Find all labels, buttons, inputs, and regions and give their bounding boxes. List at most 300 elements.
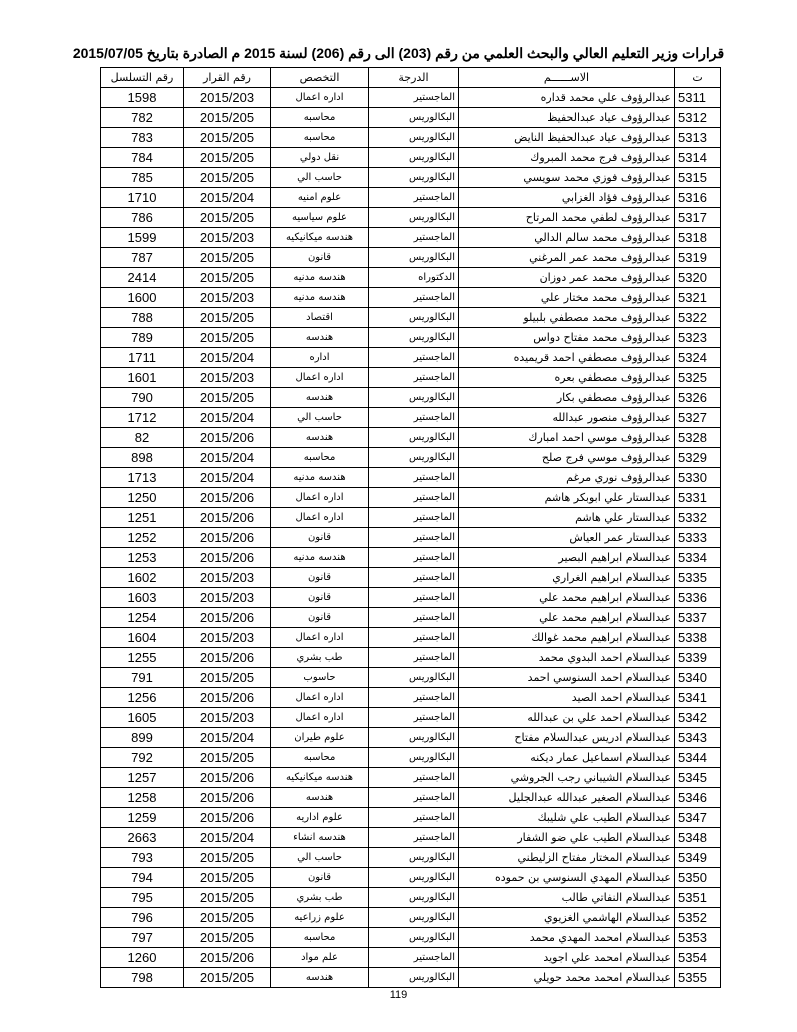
cell-name: عبدالرؤوف مصطفي بكار (459, 388, 675, 408)
cell-number: 798 (101, 968, 184, 988)
header-number: رقم التسلسل (101, 68, 184, 88)
cell-seq: 5346 (675, 788, 721, 808)
table-row (101, 248, 721, 268)
table-row (101, 388, 721, 408)
table-row (101, 188, 721, 208)
table-row (101, 568, 721, 588)
cell-name: عبدالرؤوف محمد مفتاح دواس (459, 328, 675, 348)
cell-seq: 5327 (675, 408, 721, 428)
cell-seq: 5332 (675, 508, 721, 528)
cell-name: عبدالسلام المهدي السنوسي بن حموده (459, 868, 675, 888)
cell-specialty: هندسه (271, 328, 369, 348)
cell-seq: 5316 (675, 188, 721, 208)
cell-decision: 2015/206 (184, 808, 271, 828)
cell-degree: الماجستير (369, 768, 459, 788)
cell-seq: 5333 (675, 528, 721, 548)
cell-number: 784 (101, 148, 184, 168)
cell-name: عبدالسلام احمد البدوي محمد (459, 648, 675, 668)
cell-number: 797 (101, 928, 184, 948)
cell-name: عبدالسلام الشيباني رجب الجروشي (459, 768, 675, 788)
table-header-row (101, 68, 721, 88)
cell-seq: 5312 (675, 108, 721, 128)
cell-decision: 2015/204 (184, 828, 271, 848)
table-row (101, 808, 721, 828)
cell-name: عبدالرؤوف فرج محمد المبروك (459, 148, 675, 168)
cell-specialty: علوم زراعيه (271, 908, 369, 928)
table-row (101, 768, 721, 788)
cell-name: عبدالسلام الهاشمي الغزيوي (459, 908, 675, 928)
cell-seq: 5315 (675, 168, 721, 188)
cell-degree: البكالوريس (369, 428, 459, 448)
cell-specialty: هندسه ميكانيكيه (271, 768, 369, 788)
cell-number: 790 (101, 388, 184, 408)
cell-decision: 2015/204 (184, 468, 271, 488)
cell-seq: 5330 (675, 468, 721, 488)
cell-degree: الماجستير (369, 348, 459, 368)
table-row (101, 608, 721, 628)
cell-name: عبدالرؤوف محمد سالم الدالي (459, 228, 675, 248)
table-row (101, 788, 721, 808)
table-row (101, 728, 721, 748)
cell-number: 791 (101, 668, 184, 688)
cell-specialty: محاسبه (271, 128, 369, 148)
cell-name: عبدالستار علي ابوبكر هاشم (459, 488, 675, 508)
cell-number: 2414 (101, 268, 184, 288)
cell-decision: 2015/205 (184, 388, 271, 408)
cell-decision: 2015/206 (184, 688, 271, 708)
cell-decision: 2015/205 (184, 248, 271, 268)
cell-decision: 2015/205 (184, 268, 271, 288)
cell-specialty: طب بشري (271, 888, 369, 908)
cell-degree: البكالوريس (369, 168, 459, 188)
table-row (101, 408, 721, 428)
cell-degree: الماجستير (369, 488, 459, 508)
cell-name: عبدالسلام امحمد علي اجويد (459, 948, 675, 968)
cell-number: 787 (101, 248, 184, 268)
cell-degree: الماجستير (369, 228, 459, 248)
cell-number: 2663 (101, 828, 184, 848)
cell-number: 1251 (101, 508, 184, 528)
cell-number: 1254 (101, 608, 184, 628)
cell-number: 794 (101, 868, 184, 888)
cell-name: عبدالرؤوف محمد عمر دوزان (459, 268, 675, 288)
cell-specialty: هندسه (271, 428, 369, 448)
cell-seq: 5342 (675, 708, 721, 728)
cell-number: 1250 (101, 488, 184, 508)
cell-number: 1711 (101, 348, 184, 368)
cell-seq: 5352 (675, 908, 721, 928)
cell-number: 786 (101, 208, 184, 228)
cell-specialty: علوم طيران (271, 728, 369, 748)
table-row (101, 448, 721, 468)
cell-name: عبدالستار علي هاشم (459, 508, 675, 528)
cell-degree: الماجستير (369, 588, 459, 608)
cell-degree: البكالوريس (369, 928, 459, 948)
cell-number: 1258 (101, 788, 184, 808)
cell-specialty: هندسه مدنيه (271, 268, 369, 288)
cell-name: عبدالرؤوف محمد عمر المرغني (459, 248, 675, 268)
cell-decision: 2015/204 (184, 408, 271, 428)
cell-name: عبدالسلام الطيب علي ضو الشفار (459, 828, 675, 848)
cell-seq: 5335 (675, 568, 721, 588)
records-table (100, 67, 721, 988)
cell-specialty: هندسه مدنيه (271, 288, 369, 308)
header-seq: ت (675, 68, 721, 88)
cell-name: عبدالسلام الصغير عبدالله عبدالجليل (459, 788, 675, 808)
table-row (101, 948, 721, 968)
cell-seq: 5341 (675, 688, 721, 708)
cell-seq: 5336 (675, 588, 721, 608)
table-row (101, 708, 721, 728)
cell-decision: 2015/204 (184, 448, 271, 468)
table-row (101, 548, 721, 568)
cell-name: عبدالسلام ادريس عبدالسلام مفتاح (459, 728, 675, 748)
cell-decision: 2015/203 (184, 288, 271, 308)
cell-decision: 2015/206 (184, 608, 271, 628)
table-row (101, 868, 721, 888)
cell-name: عبدالسلام اسماعيل عمار ديكنه (459, 748, 675, 768)
cell-degree: الماجستير (369, 948, 459, 968)
cell-decision: 2015/206 (184, 488, 271, 508)
cell-degree: البكالوريس (369, 668, 459, 688)
cell-decision: 2015/206 (184, 508, 271, 528)
table-row (101, 348, 721, 368)
cell-number: 783 (101, 128, 184, 148)
cell-seq: 5350 (675, 868, 721, 888)
cell-name: عبدالرؤوف فؤاد الغزابي (459, 188, 675, 208)
table-row (101, 528, 721, 548)
cell-specialty: حاسب الي (271, 408, 369, 428)
cell-degree: الماجستير (369, 508, 459, 528)
table-row (101, 128, 721, 148)
cell-number: 796 (101, 908, 184, 928)
table-row (101, 588, 721, 608)
cell-degree: الماجستير (369, 788, 459, 808)
cell-specialty: قانون (271, 568, 369, 588)
cell-seq: 5351 (675, 888, 721, 908)
cell-specialty: هندسه (271, 968, 369, 988)
cell-number: 1257 (101, 768, 184, 788)
cell-name: عبدالرؤوف فوزي محمد سويسي (459, 168, 675, 188)
cell-specialty: هندسه مدنيه (271, 548, 369, 568)
cell-seq: 5337 (675, 608, 721, 628)
cell-specialty: اداره اعمال (271, 708, 369, 728)
table-row (101, 268, 721, 288)
cell-seq: 5328 (675, 428, 721, 448)
cell-name: عبدالسلام احمد السنوسي احمد (459, 668, 675, 688)
cell-number: 795 (101, 888, 184, 908)
cell-name: عبدالرؤوف علي محمد قداره (459, 88, 675, 108)
cell-name: عبدالرؤوف عياد عبدالحفيظ (459, 108, 675, 128)
cell-decision: 2015/204 (184, 188, 271, 208)
cell-decision: 2015/205 (184, 748, 271, 768)
cell-decision: 2015/205 (184, 888, 271, 908)
cell-specialty: محاسبه (271, 928, 369, 948)
cell-number: 1601 (101, 368, 184, 388)
cell-degree: الماجستير (369, 408, 459, 428)
table-row (101, 328, 721, 348)
cell-number: 1253 (101, 548, 184, 568)
cell-number: 788 (101, 308, 184, 328)
cell-decision: 2015/206 (184, 768, 271, 788)
cell-specialty: هندسه (271, 388, 369, 408)
table-body (101, 88, 721, 988)
cell-name: عبدالستار عمر العياش (459, 528, 675, 548)
cell-decision: 2015/205 (184, 968, 271, 988)
cell-decision: 2015/206 (184, 428, 271, 448)
table-row (101, 848, 721, 868)
cell-degree: البكالوريس (369, 128, 459, 148)
cell-specialty: قانون (271, 588, 369, 608)
cell-decision: 2015/206 (184, 528, 271, 548)
cell-seq: 5311 (675, 88, 721, 108)
cell-decision: 2015/203 (184, 588, 271, 608)
cell-name: عبدالسلام احمد الصيد (459, 688, 675, 708)
cell-decision: 2015/203 (184, 368, 271, 388)
table-row (101, 88, 721, 108)
cell-decision: 2015/203 (184, 228, 271, 248)
cell-number: 1259 (101, 808, 184, 828)
cell-name: عبدالرؤوف منصور عبدالله (459, 408, 675, 428)
cell-name: عبدالرؤوف مصطفي احمد قريميده (459, 348, 675, 368)
table-row (101, 968, 721, 988)
cell-degree: الماجستير (369, 528, 459, 548)
table-row (101, 648, 721, 668)
cell-number: 1602 (101, 568, 184, 588)
cell-name: عبدالرؤوف لطفي محمد المرتاح (459, 208, 675, 228)
cell-degree: الماجستير (369, 288, 459, 308)
cell-decision: 2015/204 (184, 728, 271, 748)
cell-number: 1260 (101, 948, 184, 968)
cell-seq: 5326 (675, 388, 721, 408)
cell-degree: البكالوريس (369, 388, 459, 408)
cell-name: عبدالرؤوف عياد عبدالحفيظ النايض (459, 128, 675, 148)
cell-name: عبدالسلام ابراهيم محمد علي (459, 588, 675, 608)
cell-seq: 5321 (675, 288, 721, 308)
table-row (101, 148, 721, 168)
cell-degree: الماجستير (369, 828, 459, 848)
cell-degree: الماجستير (369, 468, 459, 488)
cell-degree: البكالوريس (369, 888, 459, 908)
table-row (101, 928, 721, 948)
cell-decision: 2015/205 (184, 928, 271, 948)
cell-specialty: محاسبه (271, 448, 369, 468)
cell-seq: 5349 (675, 848, 721, 868)
cell-seq: 5345 (675, 768, 721, 788)
cell-seq: 5347 (675, 808, 721, 828)
cell-degree: الماجستير (369, 88, 459, 108)
cell-specialty: اداره اعمال (271, 688, 369, 708)
cell-number: 792 (101, 748, 184, 768)
cell-number: 785 (101, 168, 184, 188)
cell-specialty: قانون (271, 868, 369, 888)
cell-seq: 5348 (675, 828, 721, 848)
cell-number: 793 (101, 848, 184, 868)
cell-name: عبدالسلام امحمد محمد حويلي (459, 968, 675, 988)
cell-number: 789 (101, 328, 184, 348)
cell-specialty: هندسه مدنيه (271, 468, 369, 488)
cell-number: 1599 (101, 228, 184, 248)
cell-number: 1713 (101, 468, 184, 488)
cell-specialty: اداره اعمال (271, 508, 369, 528)
cell-specialty: طب بشري (271, 648, 369, 668)
cell-seq: 5319 (675, 248, 721, 268)
table-row (101, 828, 721, 848)
cell-seq: 5354 (675, 948, 721, 968)
cell-specialty: حاسوب (271, 668, 369, 688)
cell-seq: 5314 (675, 148, 721, 168)
cell-specialty: اداره (271, 348, 369, 368)
table-row (101, 368, 721, 388)
cell-seq: 5329 (675, 448, 721, 468)
cell-name: عبدالسلام المختار مفتاح الزليطني (459, 848, 675, 868)
cell-seq: 5324 (675, 348, 721, 368)
cell-specialty: حاسب الي (271, 848, 369, 868)
cell-name: عبدالسلام احمد علي بن عبدالله (459, 708, 675, 728)
cell-degree: الماجستير (369, 648, 459, 668)
table-row (101, 308, 721, 328)
cell-degree: الماجستير (369, 548, 459, 568)
cell-name: عبدالسلام ابراهيم محمد علي (459, 608, 675, 628)
cell-decision: 2015/205 (184, 848, 271, 868)
cell-degree: الماجستير (369, 628, 459, 648)
table-row (101, 488, 721, 508)
cell-name: عبدالرؤوف مصطفي بعره (459, 368, 675, 388)
cell-number: 1712 (101, 408, 184, 428)
cell-number: 1605 (101, 708, 184, 728)
cell-name: عبدالسلام امحمد المهدي محمد (459, 928, 675, 948)
cell-degree: الماجستير (369, 188, 459, 208)
cell-decision: 2015/205 (184, 128, 271, 148)
cell-specialty: قانون (271, 608, 369, 628)
cell-seq: 5318 (675, 228, 721, 248)
cell-seq: 5323 (675, 328, 721, 348)
table-row (101, 288, 721, 308)
cell-seq: 5334 (675, 548, 721, 568)
cell-seq: 5353 (675, 928, 721, 948)
cell-decision: 2015/206 (184, 648, 271, 668)
table-row (101, 668, 721, 688)
cell-degree: الماجستير (369, 608, 459, 628)
cell-specialty: هندسه (271, 788, 369, 808)
header-degree: الدرجة (369, 68, 459, 88)
page-title: قرارات وزير التعليم العالي والبحث العلمي من رقم (203) الى رقم (206) لسنة 2015 م الصادرة بتاريخ 2015/07/05 (72, 45, 725, 61)
cell-seq: 5317 (675, 208, 721, 228)
table-row (101, 688, 721, 708)
cell-degree: الدكتوراه (369, 268, 459, 288)
cell-seq: 5339 (675, 648, 721, 668)
cell-degree: البكالوريس (369, 208, 459, 228)
cell-number: 899 (101, 728, 184, 748)
cell-decision: 2015/203 (184, 88, 271, 108)
cell-degree: البكالوريس (369, 148, 459, 168)
cell-decision: 2015/205 (184, 308, 271, 328)
cell-degree: الماجستير (369, 568, 459, 588)
cell-number: 1252 (101, 528, 184, 548)
cell-decision: 2015/205 (184, 668, 271, 688)
cell-seq: 5331 (675, 488, 721, 508)
cell-degree: الماجستير (369, 808, 459, 828)
cell-degree: البكالوريس (369, 308, 459, 328)
table-row (101, 908, 721, 928)
table-row (101, 168, 721, 188)
cell-decision: 2015/205 (184, 908, 271, 928)
cell-decision: 2015/203 (184, 628, 271, 648)
cell-number: 898 (101, 448, 184, 468)
cell-degree: البكالوريس (369, 868, 459, 888)
cell-specialty: علوم سياسيه (271, 208, 369, 228)
page-number: 119 (389, 989, 408, 1001)
cell-seq: 5322 (675, 308, 721, 328)
cell-degree: البكالوريس (369, 248, 459, 268)
cell-seq: 5340 (675, 668, 721, 688)
cell-degree: الماجستير (369, 368, 459, 388)
header-name: الاســــــم (459, 68, 675, 88)
cell-specialty: علم مواد (271, 948, 369, 968)
cell-number: 782 (101, 108, 184, 128)
cell-decision: 2015/205 (184, 208, 271, 228)
cell-degree: الماجستير (369, 688, 459, 708)
cell-specialty: هندسه انشاء (271, 828, 369, 848)
cell-specialty: محاسبه (271, 108, 369, 128)
cell-seq: 5338 (675, 628, 721, 648)
cell-decision: 2015/206 (184, 548, 271, 568)
cell-degree: البكالوريس (369, 968, 459, 988)
cell-specialty: اداره اعمال (271, 88, 369, 108)
cell-name: عبدالسلام الطيب علي شليبك (459, 808, 675, 828)
cell-specialty: هندسه ميكانيكيه (271, 228, 369, 248)
cell-seq: 5355 (675, 968, 721, 988)
table-row (101, 428, 721, 448)
table-row (101, 228, 721, 248)
cell-name: عبدالسلام النفاتي طالب (459, 888, 675, 908)
cell-degree: البكالوريس (369, 108, 459, 128)
cell-degree: البكالوريس (369, 748, 459, 768)
cell-name: عبدالسلام ابراهيم محمد غوالك (459, 628, 675, 648)
cell-decision: 2015/205 (184, 168, 271, 188)
cell-number: 1255 (101, 648, 184, 668)
table-row (101, 108, 721, 128)
cell-specialty: علوم اداريه (271, 808, 369, 828)
cell-name: عبدالرؤوف محمد مختار علي (459, 288, 675, 308)
cell-name: عبدالرؤوف موسي فرج صلح (459, 448, 675, 468)
cell-decision: 2015/206 (184, 788, 271, 808)
cell-decision: 2015/203 (184, 708, 271, 728)
table-row (101, 508, 721, 528)
cell-name: عبدالرؤوف موسي احمد امبارك (459, 428, 675, 448)
cell-specialty: قانون (271, 248, 369, 268)
cell-specialty: حاسب الي (271, 168, 369, 188)
cell-degree: البكالوريس (369, 728, 459, 748)
cell-name: عبدالسلام ابراهيم البصير (459, 548, 675, 568)
cell-specialty: اقتصاد (271, 308, 369, 328)
header-decision: رقم القرار (184, 68, 271, 88)
cell-seq: 5343 (675, 728, 721, 748)
cell-specialty: نقل دولي (271, 148, 369, 168)
cell-number: 1710 (101, 188, 184, 208)
cell-number: 1598 (101, 88, 184, 108)
cell-number: 1603 (101, 588, 184, 608)
cell-number: 1600 (101, 288, 184, 308)
cell-specialty: اداره اعمال (271, 628, 369, 648)
cell-specialty: علوم امنيه (271, 188, 369, 208)
cell-name: عبدالرؤوف محمد مصطفي بلبيلو (459, 308, 675, 328)
cell-decision: 2015/205 (184, 328, 271, 348)
cell-decision: 2015/204 (184, 348, 271, 368)
cell-degree: البكالوريس (369, 328, 459, 348)
cell-decision: 2015/205 (184, 148, 271, 168)
table-row (101, 888, 721, 908)
